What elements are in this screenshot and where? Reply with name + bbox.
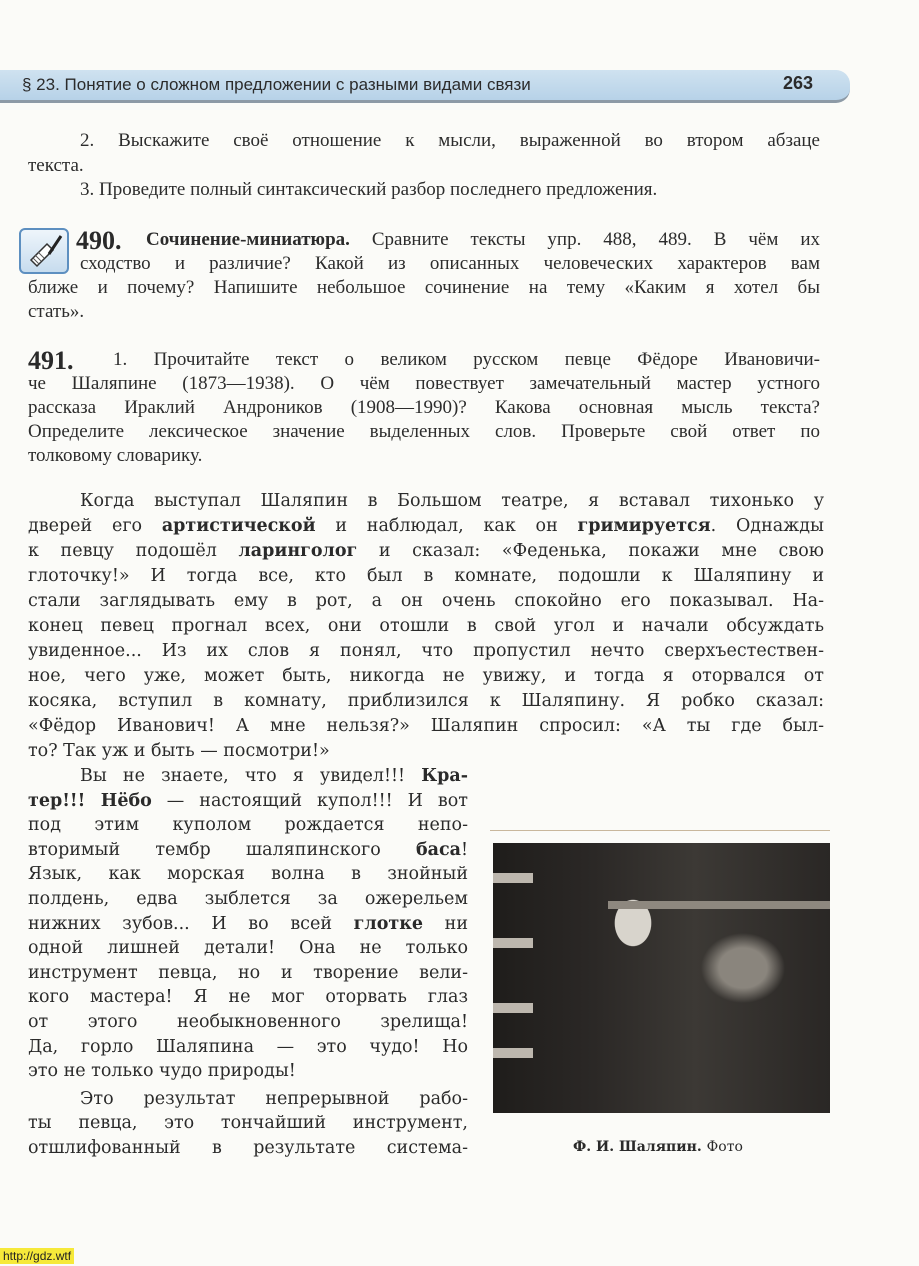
text-segment: 3. Проведите полный синтаксический разбор последнего предложения. (80, 179, 658, 200)
text-segment: стали заглядывать ему в рот, а он очень спокойно его показывал. На- (28, 591, 824, 611)
text-segment: толковому словарику. (28, 445, 203, 466)
watermark-link[interactable]: http://gdz.wtf (0, 1248, 74, 1264)
highlighted-word: гримируется (577, 516, 711, 536)
text-line (80, 1089, 468, 1109)
text-line (28, 914, 468, 934)
text-line (28, 445, 820, 467)
text-segment: конец певец прогнал всех, они отошли в свой угол и начали обсуждать (28, 616, 824, 636)
photo-caption (573, 1139, 743, 1155)
text-line (28, 815, 468, 835)
text-line (28, 691, 824, 711)
text-segment: вторимый тембр шаляпинского (28, 839, 416, 860)
text-segment: и сказал: «Феденька, покажи мне свою (357, 541, 824, 561)
exercise-number-490: 490. (76, 226, 122, 255)
text-line (28, 1037, 468, 1057)
text-line (28, 1012, 468, 1032)
text-segment: . Однажды (710, 516, 824, 536)
text-segment: Сравните тексты упр. 488, 489. В чём их (349, 229, 820, 250)
text-segment: полдень, едва зыблется за ожерельем (28, 889, 468, 909)
text-line (146, 229, 820, 251)
highlighted-word: Сочинение-миниатюра. (146, 229, 350, 250)
section-header-band (0, 70, 850, 103)
text-segment: к певцу подошёл (28, 541, 239, 561)
writing-pen-icon (19, 228, 69, 274)
text-segment: это не только чудо природы! (28, 1061, 296, 1082)
text-segment: Язык, как морская волна в знойный (28, 864, 468, 885)
highlighted-word: артистической (161, 516, 316, 536)
text-segment: под этим куполом рождается непо- (28, 815, 468, 836)
text-line (28, 1138, 468, 1158)
text-segment: Определите лексическое значение выделенных слов. Проверьте свой ответ по (28, 421, 820, 442)
text-line (113, 349, 820, 371)
caption-name: Ф. И. Шаляпин. (573, 1139, 702, 1155)
text-line (28, 421, 820, 443)
text-line (28, 616, 824, 636)
text-segment: Это результат непрерывной рабо- (80, 1088, 468, 1109)
caption-type: Фото (706, 1139, 743, 1155)
text-segment: и наблюдал, как он (315, 516, 578, 536)
text-segment: Вы не знаете, что я увидел!!! (80, 766, 422, 786)
text-line (28, 397, 820, 419)
text-line (28, 741, 824, 761)
text-segment: сходство и различие? Какой из описанных человеческих характеров вам (80, 253, 820, 274)
text-line (28, 641, 824, 661)
text-segment: Когда выступал Шаляпин в Большом театре, я вставал тихонько у (80, 491, 824, 511)
text-segment: глоточку!» И тогда все, кто был в комнате, подошли к Шаляпину и (28, 566, 824, 586)
portrait-photo (493, 843, 830, 1113)
text-segment: ты певца, это тончайший инструмент, (28, 1113, 468, 1134)
text-segment: рассказа Ираклий Андроников (1908—1990)? Какова основная мысль текста? (28, 397, 820, 418)
highlighted-word: ларинголог (238, 541, 358, 561)
text-segment: ! (460, 839, 468, 860)
text-line (28, 1113, 468, 1133)
text-line (80, 766, 468, 786)
text-line (80, 253, 820, 275)
highlighted-word: глотке (353, 913, 424, 934)
text-segment: то? Так уж и быть — посмотри!» (28, 741, 330, 761)
text-segment: 1. Прочитайте текст о великом русском певце Фёдоре Ивановичи- (113, 349, 820, 370)
text-segment: че Шаляпине (1873—1938). О чём повествует замечательный мастер устного (28, 373, 820, 394)
text-segment: отшлифованный в результате система- (28, 1138, 468, 1158)
section-title: § 23. Понятие о сложном предложении с разными видами связи (22, 75, 531, 94)
text-line (28, 155, 820, 177)
text-line (80, 179, 820, 201)
text-line (28, 301, 820, 323)
text-segment: от этого необыкновенного зрелища! (28, 1012, 468, 1032)
text-line (28, 889, 468, 909)
text-segment: — настоящий купол!!! И вот (151, 790, 468, 811)
text-segment: косяка, вступил в комнату, приблизился к Шаляпину. Я робко сказал: (28, 691, 824, 711)
page-number: 263 (783, 73, 814, 93)
text-segment: Да, горло Шаляпина — это чудо! Но (28, 1036, 468, 1057)
text-line (28, 277, 820, 299)
text-line (28, 840, 468, 860)
text-line (28, 716, 824, 736)
exercise-number-491: 491. (28, 346, 74, 375)
text-line (28, 666, 824, 686)
text-line (80, 130, 820, 152)
text-segment: «Фёдор Иванович! А мне нельзя?» Шаляпин спросил: «А ты где был- (28, 716, 824, 736)
highlighted-word: баса (415, 839, 461, 860)
highlighted-word: тер!!! Нёбо (28, 790, 152, 811)
text-line (28, 791, 468, 811)
text-line (28, 938, 468, 958)
text-segment: текста. (28, 155, 84, 176)
text-line (28, 1061, 468, 1081)
text-segment: ближе и почему? Напишите небольшое сочинение на тему «Каким я хотел бы (28, 277, 820, 298)
figure-rule (490, 830, 830, 831)
text-segment: увиденное... Из их слов я понял, что пропустил нечто сверхъестествен- (28, 641, 824, 661)
text-line (28, 864, 468, 884)
text-line (28, 373, 820, 395)
text-line (28, 963, 468, 983)
text-segment: стать». (28, 301, 85, 322)
highlighted-word: Кра- (421, 766, 468, 786)
text-segment: нижних зубов... И во всей (28, 913, 354, 934)
text-line (28, 591, 824, 611)
text-line (28, 987, 468, 1007)
text-segment: 2. Выскажите своё отношение к мысли, выраженной во втором абзаце (80, 130, 820, 151)
text-line (28, 541, 824, 561)
text-segment: одной лишней детали! Она не только (28, 938, 468, 959)
text-segment: инструмент певца, но и творение вели- (28, 962, 468, 983)
text-segment: дверей его (28, 516, 162, 536)
text-line (28, 566, 824, 586)
text-line (80, 491, 824, 511)
text-segment: ное, чего уже, может быть, никогда не увижу, и тогда я оторвался от (28, 666, 824, 686)
text-segment: ни (423, 913, 469, 934)
text-segment: кого мастера! Я не мог оторвать глаз (28, 987, 468, 1008)
text-line (28, 516, 824, 536)
